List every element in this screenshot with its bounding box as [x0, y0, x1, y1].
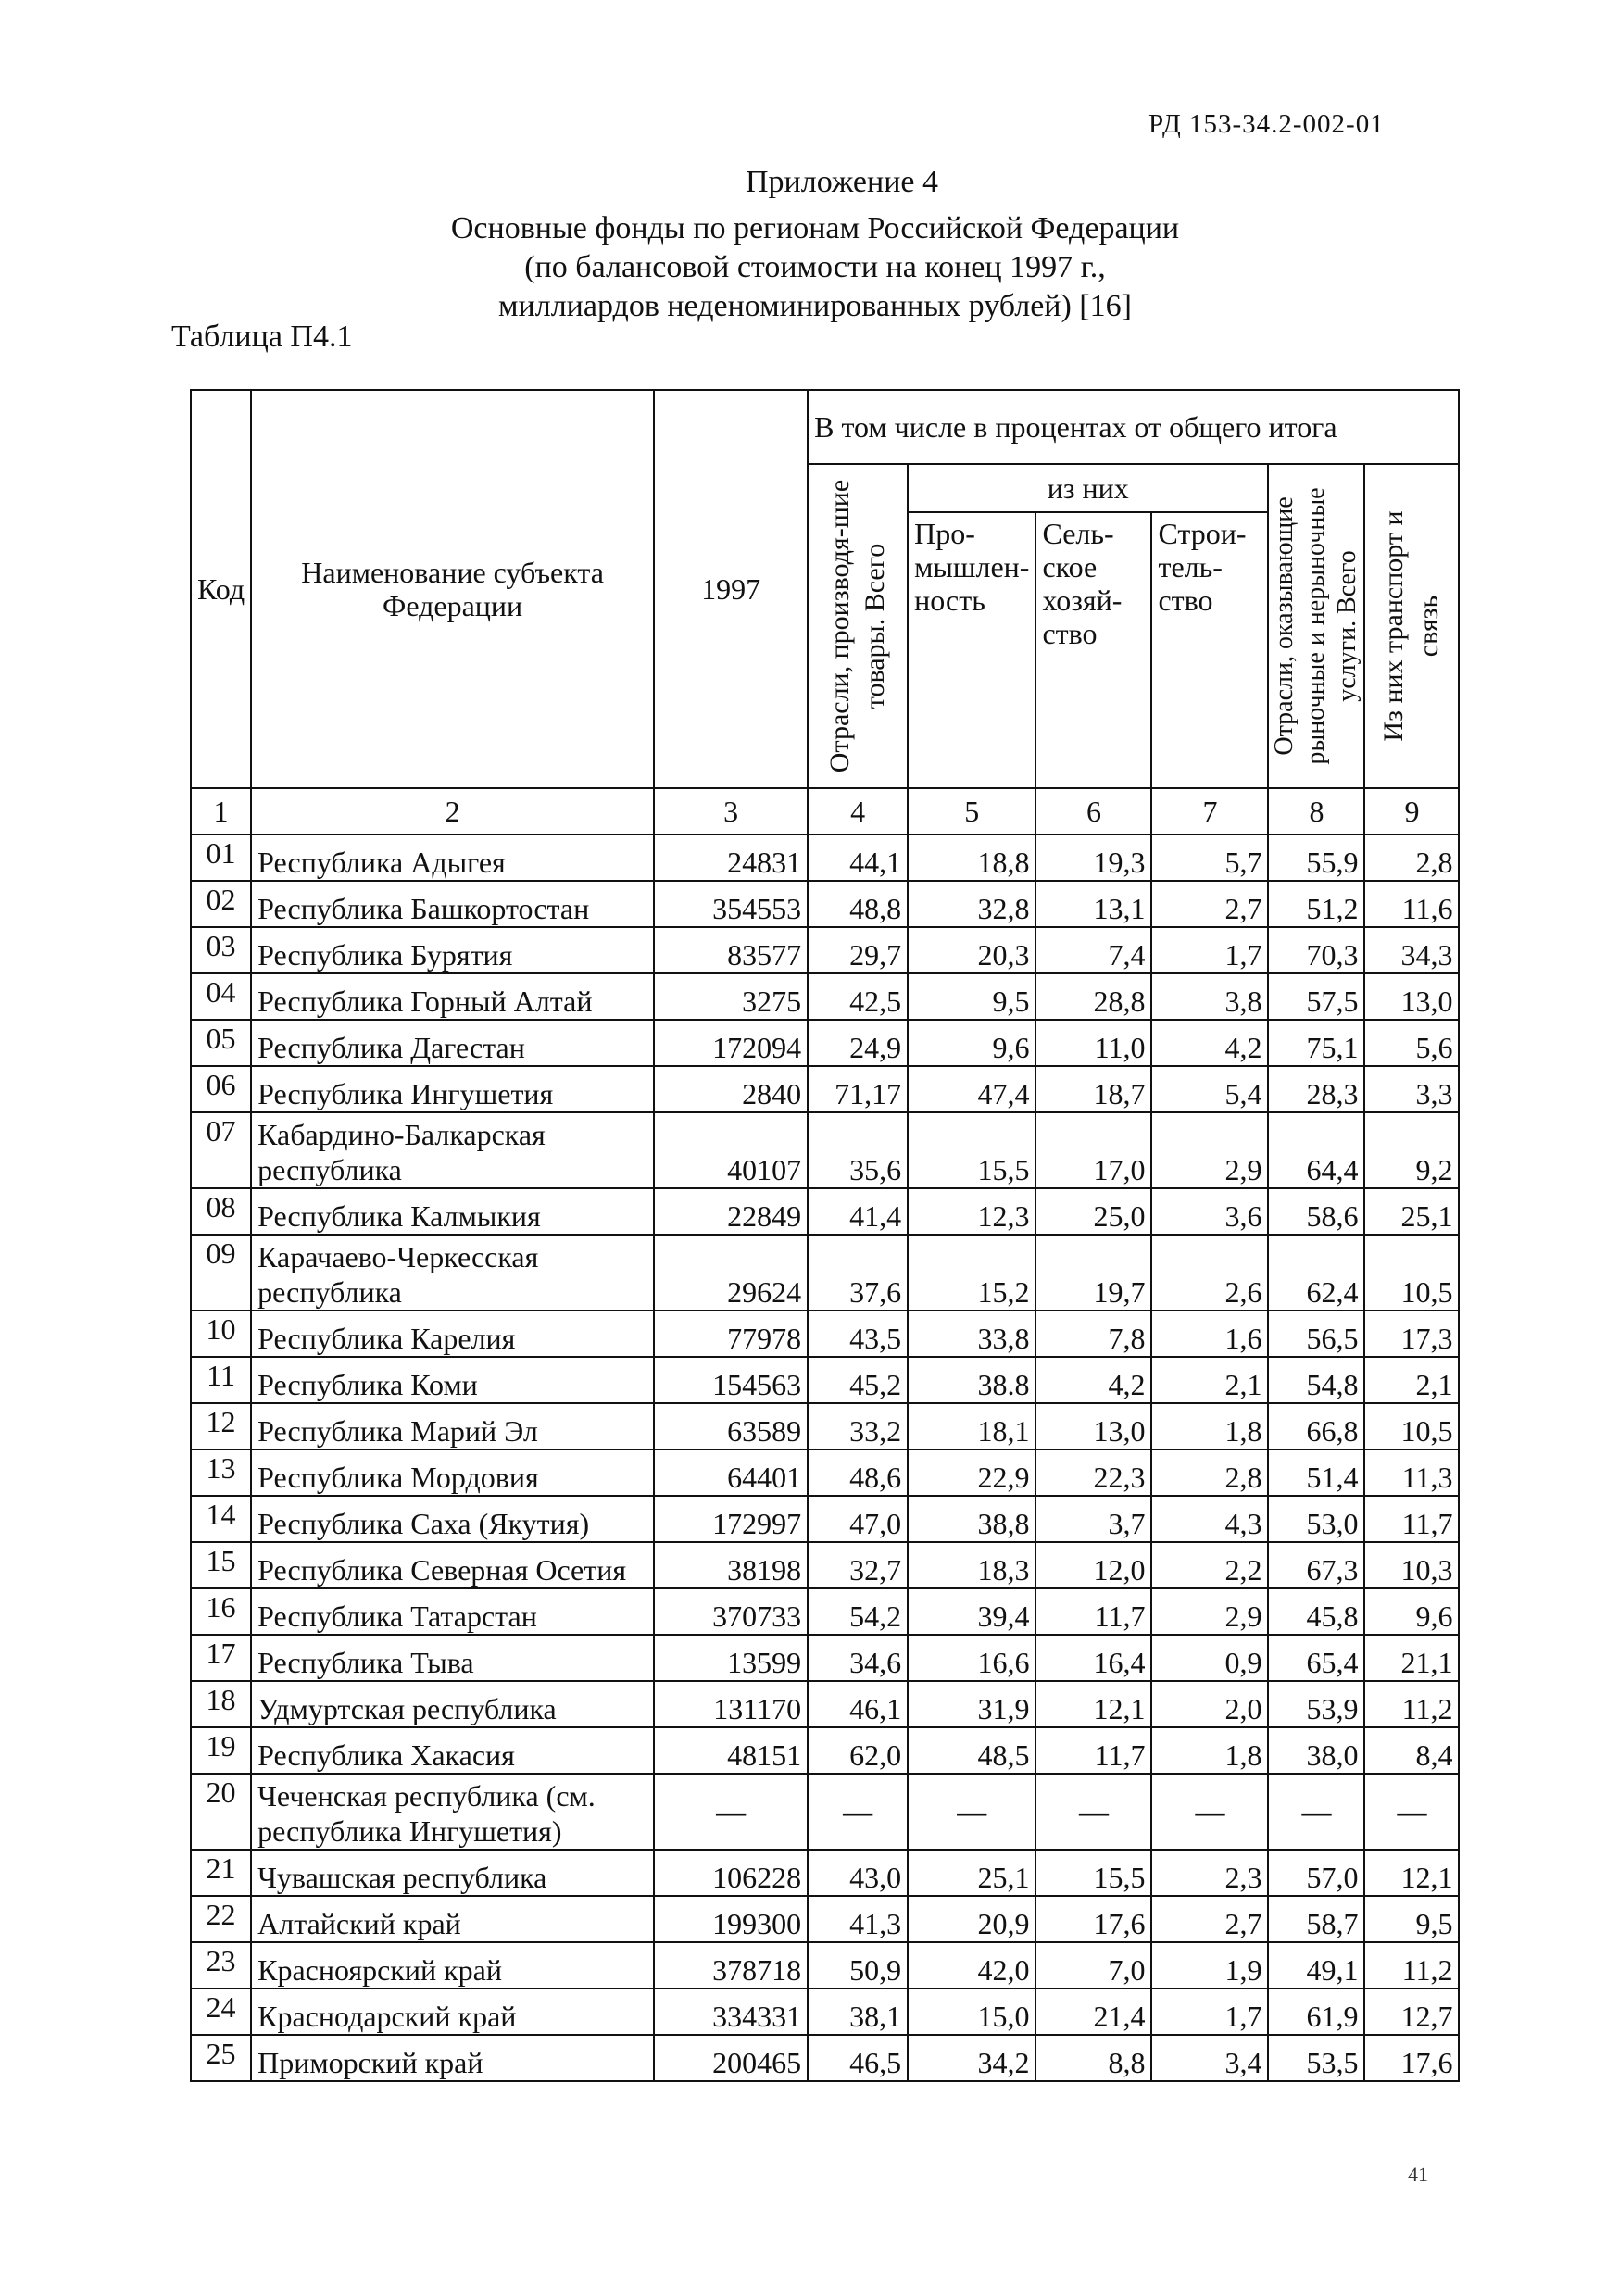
table-cell-services-total: 57,0 — [1268, 1850, 1364, 1896]
table-cell-name: Республика Татарстан — [251, 1588, 654, 1635]
table-cell-code: 09 — [191, 1235, 251, 1311]
table-cell-name: Чеченская республика (см. республика Ингушетия) — [251, 1774, 654, 1850]
table-cell-goods-total: 43,5 — [808, 1311, 908, 1357]
table-cell-industry: 18,8 — [908, 834, 1035, 881]
table-cell-1997: 200465 — [654, 2035, 808, 2081]
table-cell-services-total: 67,3 — [1268, 1542, 1364, 1588]
table-cell-name: Удмуртская республика — [251, 1681, 654, 1727]
table-cell-construction: 2,9 — [1151, 1112, 1268, 1188]
table-body — [191, 834, 1459, 2081]
table-cell-industry: — — [908, 1774, 1035, 1850]
table-cell-goods-total: 46,5 — [808, 2035, 908, 2081]
col-header-agriculture: Сель-ское хозяй-ство — [1035, 512, 1151, 788]
table-cell-transport: 9,6 — [1364, 1588, 1459, 1635]
table-row — [191, 1681, 1459, 1727]
table-cell-construction: 3,6 — [1151, 1188, 1268, 1235]
table-cell-services-total: 61,9 — [1268, 1989, 1364, 2035]
table-row — [191, 2035, 1459, 2081]
table-cell-agriculture: 25,0 — [1035, 1188, 1151, 1235]
table-cell-industry: 18,3 — [908, 1542, 1035, 1588]
table-cell-construction: 2,9 — [1151, 1588, 1268, 1635]
table-cell-construction: 5,7 — [1151, 834, 1268, 881]
table-cell-construction: 1,8 — [1151, 1403, 1268, 1449]
table-cell-transport: 34,3 — [1364, 927, 1459, 973]
table-cell-agriculture: 17,6 — [1035, 1896, 1151, 1942]
table-cell-name: Республика Саха (Якутия) — [251, 1496, 654, 1542]
table-cell-agriculture: 3,7 — [1035, 1496, 1151, 1542]
table-cell-name: Республика Марий Эл — [251, 1403, 654, 1449]
table-cell-transport: 11,2 — [1364, 1681, 1459, 1727]
table-row — [191, 1403, 1459, 1449]
table-cell-name: Республика Калмыкия — [251, 1188, 654, 1235]
table-cell-agriculture: 7,0 — [1035, 1942, 1151, 1989]
table-cell-code: 10 — [191, 1311, 251, 1357]
table-cell-services-total: 62,4 — [1268, 1235, 1364, 1311]
table-cell-transport: 5,6 — [1364, 1020, 1459, 1066]
table-cell-code: 18 — [191, 1681, 251, 1727]
table-row — [191, 881, 1459, 927]
table-row — [191, 1066, 1459, 1112]
table-cell-industry: 15,0 — [908, 1989, 1035, 2035]
table-row — [191, 1896, 1459, 1942]
col-header-transport — [1364, 464, 1459, 788]
table-cell-name: Республика Башкортостан — [251, 881, 654, 927]
col-header-code: Код — [191, 390, 251, 788]
col-header-services-total — [1268, 464, 1364, 788]
table-cell-code: 20 — [191, 1774, 251, 1850]
table-cell-1997: 64401 — [654, 1449, 808, 1496]
table-cell-goods-total: 46,1 — [808, 1681, 908, 1727]
table-cell-transport: 11,3 — [1364, 1449, 1459, 1496]
table-cell-goods-total: 32,7 — [808, 1542, 908, 1588]
table-cell-goods-total: 43,0 — [808, 1850, 908, 1896]
table-cell-industry: 18,1 — [908, 1403, 1035, 1449]
table-cell-code: 12 — [191, 1403, 251, 1449]
table-cell-code: 11 — [191, 1357, 251, 1403]
appendix-heading: Приложение 4 — [746, 165, 938, 199]
table-cell-services-total: 56,5 — [1268, 1311, 1364, 1357]
table-cell-agriculture: 17,0 — [1035, 1112, 1151, 1188]
table-cell-industry: 25,1 — [908, 1850, 1035, 1896]
table-row — [191, 1311, 1459, 1357]
table-cell-goods-total: 71,17 — [808, 1066, 908, 1112]
document-code: РД 153-34.2-002-01 — [1148, 109, 1385, 139]
table-cell-1997: 172997 — [654, 1496, 808, 1542]
table-cell-construction: 2,1 — [1151, 1357, 1268, 1403]
col-header-name: Наименование субъекта Федерации — [251, 390, 654, 788]
table-header — [191, 390, 1459, 834]
table-cell-agriculture: 21,4 — [1035, 1989, 1151, 2035]
title-line-1: Основные фонды по регионам Российской Федерации — [450, 211, 1180, 245]
table-cell-code: 01 — [191, 834, 251, 881]
table-cell-agriculture: 12,1 — [1035, 1681, 1151, 1727]
table-cell-construction: 1,9 — [1151, 1942, 1268, 1989]
table-cell-1997: 77978 — [654, 1311, 808, 1357]
table-cell-services-total: 75,1 — [1268, 1020, 1364, 1066]
table-cell-agriculture: 11,0 — [1035, 1020, 1151, 1066]
table-cell-agriculture: 18,7 — [1035, 1066, 1151, 1112]
table-row — [191, 1188, 1459, 1235]
table-cell-construction: 3,8 — [1151, 973, 1268, 1020]
table-cell-1997: 199300 — [654, 1896, 808, 1942]
table-cell-1997: 13599 — [654, 1635, 808, 1681]
table-cell-1997: — — [654, 1774, 808, 1850]
table-cell-1997: 354553 — [654, 881, 808, 927]
table-cell-industry: 20,9 — [908, 1896, 1035, 1942]
table-row — [191, 1635, 1459, 1681]
table-cell-1997: 334331 — [654, 1989, 808, 2035]
table-cell-industry: 34,2 — [908, 2035, 1035, 2081]
table-cell-transport: 11,7 — [1364, 1496, 1459, 1542]
table-cell-transport: 12,7 — [1364, 1989, 1459, 2035]
col-number: 8 — [1268, 788, 1364, 834]
table-cell-code: 04 — [191, 973, 251, 1020]
table-cell-transport: 11,2 — [1364, 1942, 1459, 1989]
table-row — [191, 927, 1459, 973]
table-cell-1997: 106228 — [654, 1850, 808, 1896]
table-row — [191, 1989, 1459, 2035]
table-cell-industry: 20,3 — [908, 927, 1035, 973]
table-cell-industry: 33,8 — [908, 1311, 1035, 1357]
table-cell-agriculture: 13,1 — [1035, 881, 1151, 927]
table-cell-construction: 2,6 — [1151, 1235, 1268, 1311]
table-cell-agriculture: 4,2 — [1035, 1357, 1151, 1403]
table-row — [191, 973, 1459, 1020]
table-cell-industry: 42,0 — [908, 1942, 1035, 1989]
table-row — [191, 834, 1459, 881]
table-cell-goods-total: 50,9 — [808, 1942, 908, 1989]
table-cell-name: Республика Горный Алтай — [251, 973, 654, 1020]
table-row — [191, 1020, 1459, 1066]
table-cell-name: Алтайский край — [251, 1896, 654, 1942]
table-row — [191, 1942, 1459, 1989]
table-cell-name: Республика Адыгея — [251, 834, 654, 881]
table-label: Таблица П4.1 — [171, 320, 353, 354]
table-cell-transport: 11,6 — [1364, 881, 1459, 927]
table-cell-transport: 17,3 — [1364, 1311, 1459, 1357]
table-cell-construction: 1,7 — [1151, 1989, 1268, 2035]
table-cell-1997: 378718 — [654, 1942, 808, 1989]
table-cell-industry: 16,6 — [908, 1635, 1035, 1681]
table-cell-industry: 39,4 — [908, 1588, 1035, 1635]
table-cell-code: 21 — [191, 1850, 251, 1896]
table-cell-industry: 12,3 — [908, 1188, 1035, 1235]
table-cell-services-total: 54,8 — [1268, 1357, 1364, 1403]
table-cell-construction: 1,6 — [1151, 1311, 1268, 1357]
table-cell-industry: 47,4 — [908, 1066, 1035, 1112]
table-cell-1997: 172094 — [654, 1020, 808, 1066]
table-cell-name: Республика Дагестан — [251, 1020, 654, 1066]
table-row — [191, 1496, 1459, 1542]
table-cell-construction: 4,3 — [1151, 1496, 1268, 1542]
table-cell-agriculture: 15,5 — [1035, 1850, 1151, 1896]
table-cell-industry: 15,5 — [908, 1112, 1035, 1188]
table-cell-goods-total: 34,6 — [808, 1635, 908, 1681]
table-cell-agriculture: 12,0 — [1035, 1542, 1151, 1588]
table-cell-agriculture: 22,3 — [1035, 1449, 1151, 1496]
table-cell-agriculture: 11,7 — [1035, 1727, 1151, 1774]
table-cell-goods-total: 33,2 — [808, 1403, 908, 1449]
table-cell-name: Республика Северная Осетия — [251, 1542, 654, 1588]
table-cell-construction: 4,2 — [1151, 1020, 1268, 1066]
table-cell-transport: 12,1 — [1364, 1850, 1459, 1896]
table-cell-transport: 10,5 — [1364, 1235, 1459, 1311]
table-cell-goods-total: 54,2 — [808, 1588, 908, 1635]
table-cell-name: Республика Мордовия — [251, 1449, 654, 1496]
table-cell-services-total: 53,0 — [1268, 1496, 1364, 1542]
table-cell-name: Краснодарский край — [251, 1989, 654, 2035]
col-header-construction: Строи-тель-ство — [1151, 512, 1268, 788]
table-row — [191, 1357, 1459, 1403]
table-cell-industry: 22,9 — [908, 1449, 1035, 1496]
table-cell-construction: 2,3 — [1151, 1850, 1268, 1896]
table-row — [191, 1112, 1459, 1188]
table-cell-goods-total: — — [808, 1774, 908, 1850]
table-cell-agriculture: 11,7 — [1035, 1588, 1151, 1635]
table-cell-transport: 2,8 — [1364, 834, 1459, 881]
table-cell-transport: 13,0 — [1364, 973, 1459, 1020]
table-cell-code: 02 — [191, 881, 251, 927]
table-cell-1997: 22849 — [654, 1188, 808, 1235]
column-numbers-row — [191, 788, 1459, 834]
table-cell-code: 06 — [191, 1066, 251, 1112]
table-cell-services-total: — — [1268, 1774, 1364, 1850]
table-cell-code: 13 — [191, 1449, 251, 1496]
table-cell-services-total: 65,4 — [1268, 1635, 1364, 1681]
col-number: 9 — [1364, 788, 1459, 834]
title-line-2: (по балансовой стоимости на конец 1997 г., — [524, 250, 1106, 284]
col-header-transport-text: Из них транспорт и связь — [1378, 510, 1445, 742]
table-cell-code: 15 — [191, 1542, 251, 1588]
table-cell-transport: 9,2 — [1364, 1112, 1459, 1188]
table-cell-transport: 10,5 — [1364, 1403, 1459, 1449]
table-cell-industry: 38,8 — [908, 1496, 1035, 1542]
table-cell-1997: 131170 — [654, 1681, 808, 1727]
table-cell-goods-total: 41,4 — [808, 1188, 908, 1235]
col-header-of-them: из них — [908, 464, 1268, 512]
table-cell-code: 14 — [191, 1496, 251, 1542]
col-number: 6 — [1035, 788, 1151, 834]
table-cell-industry: 9,6 — [908, 1020, 1035, 1066]
col-header-goods-total — [808, 464, 908, 788]
table-cell-construction: — — [1151, 1774, 1268, 1850]
table-cell-services-total: 38,0 — [1268, 1727, 1364, 1774]
table-cell-code: 22 — [191, 1896, 251, 1942]
table-cell-services-total: 64,4 — [1268, 1112, 1364, 1188]
table-row — [191, 1774, 1459, 1850]
table-cell-goods-total: 45,2 — [808, 1357, 908, 1403]
table-cell-code: 23 — [191, 1942, 251, 1989]
table-cell-transport: 8,4 — [1364, 1727, 1459, 1774]
col-header-goods-total-text: Отрасли, производя-шие товары. Всего — [824, 479, 891, 773]
table-row — [191, 1449, 1459, 1496]
page-number: 41 — [1408, 2163, 1428, 2186]
table-cell-construction: 2,7 — [1151, 881, 1268, 927]
table-cell-goods-total: 62,0 — [808, 1727, 908, 1774]
table-row — [191, 1588, 1459, 1635]
table-cell-agriculture: 28,8 — [1035, 973, 1151, 1020]
table-cell-goods-total: 41,3 — [808, 1896, 908, 1942]
table-cell-1997: 24831 — [654, 834, 808, 881]
table-cell-transport: — — [1364, 1774, 1459, 1850]
table-cell-agriculture: 19,3 — [1035, 834, 1151, 881]
table-cell-services-total: 51,4 — [1268, 1449, 1364, 1496]
table-cell-agriculture: 7,8 — [1035, 1311, 1151, 1357]
table-cell-construction: 2,2 — [1151, 1542, 1268, 1588]
table-cell-construction: 1,8 — [1151, 1727, 1268, 1774]
table-cell-code: 17 — [191, 1635, 251, 1681]
table-cell-code: 03 — [191, 927, 251, 973]
table-cell-goods-total: 42,5 — [808, 973, 908, 1020]
table-cell-goods-total: 38,1 — [808, 1989, 908, 2035]
table-cell-transport: 17,6 — [1364, 2035, 1459, 2081]
table-cell-transport: 21,1 — [1364, 1635, 1459, 1681]
table-cell-1997: 154563 — [654, 1357, 808, 1403]
table-cell-goods-total: 37,6 — [808, 1235, 908, 1311]
table-cell-goods-total: 29,7 — [808, 927, 908, 973]
table-cell-code: 16 — [191, 1588, 251, 1635]
table-cell-1997: 40107 — [654, 1112, 808, 1188]
table-cell-transport: 2,1 — [1364, 1357, 1459, 1403]
table-row — [191, 1850, 1459, 1896]
table-row — [191, 1235, 1459, 1311]
table-row — [191, 1542, 1459, 1588]
table-cell-services-total: 53,5 — [1268, 2035, 1364, 2081]
title-line-3: миллиардов неденоминированных рублей) [16] — [498, 289, 1132, 323]
table-cell-name: Приморский край — [251, 2035, 654, 2081]
col-number: 3 — [654, 788, 808, 834]
table-cell-services-total: 53,9 — [1268, 1681, 1364, 1727]
table-cell-code: 08 — [191, 1188, 251, 1235]
table-cell-goods-total: 47,0 — [808, 1496, 908, 1542]
table-cell-construction: 2,0 — [1151, 1681, 1268, 1727]
regions-table — [190, 389, 1460, 2082]
table-cell-services-total: 58,7 — [1268, 1896, 1364, 1942]
table-cell-transport: 3,3 — [1364, 1066, 1459, 1112]
document-title — [352, 209, 1278, 326]
table-cell-goods-total: 24,9 — [808, 1020, 908, 1066]
table-cell-industry: 32,8 — [908, 881, 1035, 927]
col-number: 1 — [191, 788, 251, 834]
table-cell-services-total: 28,3 — [1268, 1066, 1364, 1112]
table-cell-agriculture: 7,4 — [1035, 927, 1151, 973]
table-cell-name: Красноярский край — [251, 1942, 654, 1989]
table-cell-name: Республика Коми — [251, 1357, 654, 1403]
table-cell-1997: 2840 — [654, 1066, 808, 1112]
table-cell-code: 24 — [191, 1989, 251, 2035]
table-cell-agriculture: — — [1035, 1774, 1151, 1850]
table-cell-construction: 2,7 — [1151, 1896, 1268, 1942]
table-cell-1997: 370733 — [654, 1588, 808, 1635]
table-cell-1997: 63589 — [654, 1403, 808, 1449]
table-cell-construction: 5,4 — [1151, 1066, 1268, 1112]
table-cell-name: Республика Карелия — [251, 1311, 654, 1357]
table-cell-code: 19 — [191, 1727, 251, 1774]
col-number: 2 — [251, 788, 654, 834]
table-cell-name: Карачаево-Черкесская республика — [251, 1235, 654, 1311]
table-cell-industry: 48,5 — [908, 1727, 1035, 1774]
table-cell-goods-total: 44,1 — [808, 834, 908, 881]
table-cell-goods-total: 48,8 — [808, 881, 908, 927]
col-number: 5 — [908, 788, 1035, 834]
table-cell-name: Республика Тыва — [251, 1635, 654, 1681]
table-cell-1997: 83577 — [654, 927, 808, 973]
table-cell-construction: 2,8 — [1151, 1449, 1268, 1496]
table-cell-code: 07 — [191, 1112, 251, 1188]
table-cell-construction: 3,4 — [1151, 2035, 1268, 2081]
table-cell-industry: 31,9 — [908, 1681, 1035, 1727]
table-cell-services-total: 45,8 — [1268, 1588, 1364, 1635]
table-cell-construction: 0,9 — [1151, 1635, 1268, 1681]
table-cell-transport: 9,5 — [1364, 1896, 1459, 1942]
table-cell-code: 05 — [191, 1020, 251, 1066]
table-cell-agriculture: 16,4 — [1035, 1635, 1151, 1681]
table-cell-1997: 3275 — [654, 973, 808, 1020]
table-cell-goods-total: 48,6 — [808, 1449, 908, 1496]
col-header-services-total-text: Отрасли, оказывающие рыночные и нерыночные услуги. Всего — [1270, 487, 1362, 765]
table-cell-1997: 29624 — [654, 1235, 808, 1311]
table-cell-transport: 25,1 — [1364, 1188, 1459, 1235]
table-cell-transport: 10,3 — [1364, 1542, 1459, 1588]
table-cell-code: 25 — [191, 2035, 251, 2081]
table-cell-services-total: 70,3 — [1268, 927, 1364, 973]
table-cell-agriculture: 19,7 — [1035, 1235, 1151, 1311]
table-cell-services-total: 66,8 — [1268, 1403, 1364, 1449]
table-cell-construction: 1,7 — [1151, 927, 1268, 973]
table-cell-goods-total: 35,6 — [808, 1112, 908, 1188]
table-cell-name: Республика Ингушетия — [251, 1066, 654, 1112]
table-cell-services-total: 51,2 — [1268, 881, 1364, 927]
col-header-industry: Про-мышлен-ность — [908, 512, 1035, 788]
table-cell-agriculture: 8,8 — [1035, 2035, 1151, 2081]
table-cell-agriculture: 13,0 — [1035, 1403, 1151, 1449]
col-header-1997: 1997 — [654, 390, 808, 788]
col-number: 4 — [808, 788, 908, 834]
table-cell-name: Чувашская республика — [251, 1850, 654, 1896]
table-cell-name: Кабардино-Балкарская республика — [251, 1112, 654, 1188]
table-cell-industry: 15,2 — [908, 1235, 1035, 1311]
table-cell-1997: 48151 — [654, 1727, 808, 1774]
table-cell-industry: 38.8 — [908, 1357, 1035, 1403]
table-cell-services-total: 55,9 — [1268, 834, 1364, 881]
table-cell-1997: 38198 — [654, 1542, 808, 1588]
table-cell-services-total: 58,6 — [1268, 1188, 1364, 1235]
table-row — [191, 1727, 1459, 1774]
table-cell-services-total: 57,5 — [1268, 973, 1364, 1020]
table-cell-services-total: 49,1 — [1268, 1942, 1364, 1989]
table-cell-name: Республика Бурятия — [251, 927, 654, 973]
table-cell-name: Республика Хакасия — [251, 1727, 654, 1774]
col-header-share-group: В том числе в процентах от общего итога — [808, 390, 1459, 464]
col-number: 7 — [1151, 788, 1268, 834]
table-cell-industry: 9,5 — [908, 973, 1035, 1020]
